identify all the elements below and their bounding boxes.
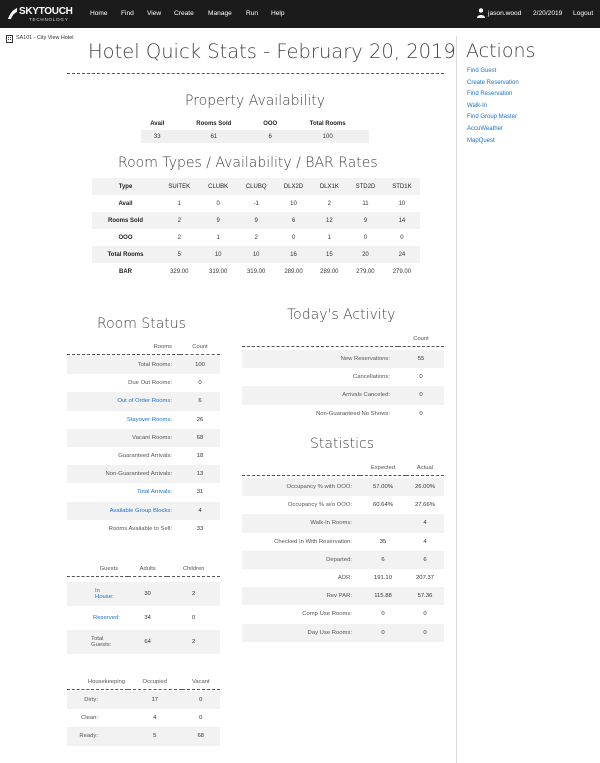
guests-children: 2 bbox=[167, 630, 220, 654]
activity-value: 0 bbox=[398, 386, 444, 404]
table-row bbox=[67, 582, 220, 606]
table-row bbox=[92, 263, 420, 280]
nav-run[interactable]: Run bbox=[246, 10, 259, 17]
rt-cell: 24 bbox=[398, 251, 406, 258]
guests-children: 2 bbox=[167, 582, 220, 606]
nav-find[interactable]: Find bbox=[121, 10, 134, 17]
nav-manage[interactable]: Manage bbox=[208, 10, 232, 17]
title-divider bbox=[67, 73, 444, 74]
pa-header-rooms-sold: Rooms Sold bbox=[196, 120, 232, 127]
stats-expected: 191.10 bbox=[373, 575, 392, 582]
property-availability-title: Property Availability bbox=[185, 93, 325, 109]
stats-label: Comp Use Rooms: bbox=[302, 611, 352, 618]
pa-total-rooms-value: 100 bbox=[322, 133, 333, 140]
nav-home[interactable]: Home bbox=[90, 10, 108, 17]
nav-create[interactable]: Create bbox=[174, 10, 194, 17]
table-row bbox=[67, 447, 220, 465]
rt-header-std1k: STD1K bbox=[392, 183, 412, 190]
rt-cell: 0 bbox=[400, 234, 404, 241]
housekeeping-table bbox=[67, 676, 220, 746]
stats-expected: 57.00% bbox=[360, 478, 406, 496]
action-accuweather[interactable]: AccuWeather bbox=[467, 125, 503, 132]
stats-label: Checked In With Reservation: bbox=[274, 538, 352, 545]
guests-adults: 64 bbox=[128, 630, 167, 654]
hk-occupied: 4 bbox=[153, 715, 157, 722]
logo-subtitle: TECHNOLOGY bbox=[29, 17, 69, 22]
stats-header-actual: Actual bbox=[416, 465, 434, 472]
rt-cell: 1 bbox=[216, 234, 220, 241]
occupied-header: Occupied bbox=[142, 679, 167, 686]
rt-cell: 10 bbox=[252, 251, 260, 258]
rt-row-label: Rooms Sold bbox=[108, 217, 144, 224]
rt-cell: 279.00 bbox=[392, 268, 412, 275]
table-row bbox=[242, 514, 444, 532]
stats-label: Departed: bbox=[242, 551, 360, 569]
rs-value: 13 bbox=[180, 465, 220, 483]
table-row bbox=[92, 212, 420, 229]
rs-label-non-guaranteed-arrivals: Non-Guaranteed Arrivals: bbox=[67, 465, 180, 483]
table-row bbox=[242, 478, 444, 496]
table-row bbox=[242, 551, 444, 569]
activity-value: 55 bbox=[398, 350, 444, 368]
rt-header-suitek: SUITEK bbox=[168, 183, 191, 190]
table-row bbox=[67, 709, 220, 727]
rt-cell: 10 bbox=[398, 200, 406, 207]
rt-cell: 14 bbox=[398, 217, 406, 224]
rt-cell: 319.00 bbox=[208, 268, 228, 275]
rs-link-out-of-order[interactable]: Out of Order Rooms: bbox=[67, 392, 180, 410]
room-status-table bbox=[67, 341, 220, 538]
rt-cell: 10 bbox=[214, 251, 222, 258]
table-row bbox=[67, 429, 220, 447]
rt-header-dlx2d: DLX2D bbox=[283, 183, 304, 190]
user-icon bbox=[477, 8, 485, 18]
rs-value: 31 bbox=[196, 489, 204, 496]
rt-cell: 289.00 bbox=[320, 268, 339, 275]
rs-value: 68 bbox=[180, 429, 220, 447]
hk-vacant: 68 bbox=[182, 727, 221, 745]
rt-row-label: Total Rooms bbox=[107, 251, 144, 258]
adults-header: Adults bbox=[139, 566, 156, 573]
rt-header-std2d: STD2D bbox=[355, 183, 376, 190]
top-navigation-bar bbox=[0, 0, 600, 28]
table-row bbox=[242, 533, 444, 551]
stats-actual: 57.36 bbox=[406, 587, 444, 605]
action-walk-in[interactable]: Walk-In bbox=[467, 102, 488, 109]
table-row bbox=[67, 502, 220, 520]
hk-vacant: 0 bbox=[182, 691, 221, 709]
table-row bbox=[92, 195, 420, 212]
stats-expected: 115.88 bbox=[360, 587, 406, 605]
hk-label-dirty: Dirty: bbox=[67, 691, 128, 709]
rs-value: 4 bbox=[180, 502, 220, 520]
stats-header-expected: Expected bbox=[370, 465, 396, 472]
statistics-table bbox=[242, 462, 444, 642]
rs-value: 18 bbox=[196, 453, 204, 460]
user-name[interactable]: jason.wood bbox=[488, 10, 522, 17]
rt-cell: 5 bbox=[177, 251, 181, 258]
table-row bbox=[67, 520, 220, 538]
property-availability-table bbox=[141, 117, 369, 143]
rs-header-rooms: Rooms bbox=[153, 344, 172, 351]
table-row bbox=[92, 246, 420, 263]
stats-expected: 60.64% bbox=[372, 502, 393, 509]
table-row bbox=[67, 483, 220, 501]
room-types-title: Room Types / Availability / BAR Rates bbox=[118, 155, 378, 171]
rt-cell: 1 bbox=[177, 200, 181, 207]
rt-cell: 0 bbox=[363, 234, 368, 241]
table-row bbox=[242, 405, 444, 423]
stats-expected: 6 bbox=[360, 551, 406, 569]
guests-adults: 30 bbox=[128, 582, 167, 606]
rt-header-type: Type bbox=[118, 183, 133, 190]
rs-label-total-rooms: Total Rooms: bbox=[67, 356, 180, 374]
rs-value: 100 bbox=[180, 356, 220, 374]
table-row bbox=[242, 368, 444, 386]
stats-label: Day Use Rooms: bbox=[242, 624, 360, 642]
rs-value: 33 bbox=[196, 525, 204, 532]
hk-occupied: 17 bbox=[128, 691, 182, 709]
logo-name: SKYTOUCH bbox=[19, 6, 73, 17]
hk-label-ready: Ready: bbox=[67, 727, 128, 745]
rt-header-clubk: CLUBK bbox=[208, 183, 229, 190]
hotel-name[interactable]: SA101 - City View Hotel bbox=[16, 35, 74, 41]
pa-header-total-rooms: Total Rooms bbox=[309, 120, 346, 127]
activity-header-count: Count bbox=[413, 336, 429, 343]
room-status-title: Room Status bbox=[97, 316, 186, 332]
rt-cell: 16 bbox=[290, 251, 297, 258]
guests-header: Guests bbox=[99, 566, 118, 573]
guests-label-total: Total Guests: bbox=[67, 630, 128, 654]
activity-label-cancellations: Cancellations: bbox=[352, 374, 390, 381]
rs-label-guaranteed-arrivals: Guaranteed Arrivals: bbox=[118, 453, 172, 460]
rt-cell: 9 bbox=[254, 217, 258, 224]
rt-cell: 9 bbox=[363, 217, 368, 224]
stats-expected: 35 bbox=[379, 538, 387, 545]
rs-value: 0 bbox=[198, 380, 202, 387]
stats-label: Walk-In Rooms: bbox=[242, 514, 360, 532]
hk-vacant: 0 bbox=[199, 715, 203, 722]
rt-row-label: OOO bbox=[118, 234, 133, 241]
action-find-group-master[interactable]: Find Group Master bbox=[467, 114, 518, 121]
stats-actual: 207.37 bbox=[415, 575, 434, 582]
stats-expected bbox=[360, 514, 406, 532]
table-row bbox=[242, 587, 444, 605]
sidebar-divider bbox=[456, 36, 457, 763]
logo-mark-icon bbox=[7, 7, 18, 21]
table-row bbox=[67, 374, 220, 392]
hk-occupied: 5 bbox=[128, 727, 182, 745]
rt-header-clubq: CLUBQ bbox=[245, 183, 267, 190]
rs-link-stayover[interactable]: Stayover Rooms: bbox=[126, 416, 172, 423]
rs-label-rooms-available: Rooms Available to Sell: bbox=[108, 525, 172, 532]
rs-value: 26 bbox=[196, 416, 204, 423]
rt-cell: 0 bbox=[216, 200, 220, 207]
action-create-reservation[interactable]: Create Reservation bbox=[467, 79, 519, 86]
rt-cell: 289.00 bbox=[284, 268, 303, 275]
rs-header-count: Count bbox=[192, 344, 208, 351]
rt-cell: 2 bbox=[254, 234, 258, 241]
rt-cell: 9 bbox=[216, 217, 220, 224]
skytouch-logo[interactable] bbox=[7, 5, 75, 23]
rt-row-label: BAR bbox=[119, 268, 132, 275]
rs-value: 6 bbox=[180, 392, 220, 410]
guests-link-reserved[interactable]: Reserved: bbox=[93, 615, 120, 621]
activity-label-no-shows: Non-Guaranteed No Shows: bbox=[315, 410, 390, 417]
rt-cell: -1 bbox=[253, 200, 259, 207]
guests-adults: 34 bbox=[144, 615, 151, 621]
stats-actual: 4 bbox=[406, 514, 444, 532]
table-row bbox=[67, 630, 220, 654]
pa-header-avail: Avail bbox=[150, 120, 165, 127]
activity-label-arrivals-canceled: Arrivals Canceled: bbox=[242, 386, 398, 404]
hotel-building-icon bbox=[6, 35, 13, 43]
table-row bbox=[67, 606, 220, 630]
stats-expected: 0 bbox=[381, 611, 385, 618]
stats-expected: 0 bbox=[360, 624, 406, 642]
nav-help[interactable]: Help bbox=[271, 10, 285, 17]
table-row bbox=[242, 386, 444, 404]
action-find-guest[interactable]: Find Guest bbox=[467, 68, 497, 74]
stats-label: Occupancy % with OOO: bbox=[242, 478, 360, 496]
rt-header-dlx1k: DLX1K bbox=[319, 183, 339, 190]
hk-label-clean: Clean: bbox=[80, 715, 98, 722]
stats-actual: 0 bbox=[423, 611, 427, 618]
current-date: 2/20/2019 bbox=[533, 10, 563, 17]
activity-value: 0 bbox=[419, 410, 423, 417]
table-row bbox=[67, 392, 220, 410]
stats-actual: 26.00% bbox=[406, 478, 444, 496]
stats-label: Rev PAR: bbox=[242, 587, 360, 605]
table-row bbox=[92, 229, 420, 246]
todays-activity-table bbox=[242, 333, 444, 423]
table-row bbox=[242, 605, 444, 623]
stats-label: Occupancy % w/o OOO: bbox=[287, 502, 352, 509]
action-find-reservation[interactable]: Find Reservation bbox=[467, 91, 513, 98]
rt-cell: 15 bbox=[325, 251, 333, 258]
children-header: Children bbox=[182, 566, 205, 573]
actions-list bbox=[467, 66, 519, 147]
rt-cell: 1 bbox=[327, 234, 331, 241]
table-row bbox=[67, 465, 220, 483]
rt-cell: 319.00 bbox=[246, 268, 266, 275]
rs-label-due-out: Due Out Rooms: bbox=[128, 380, 172, 387]
nav-view[interactable]: View bbox=[147, 10, 162, 17]
rt-row-label: Avail bbox=[118, 200, 133, 207]
guests-link-in-house[interactable]: In House: bbox=[67, 582, 128, 606]
stats-actual: 27.66% bbox=[414, 502, 435, 509]
activity-label-new-reservations: New Reservations: bbox=[242, 350, 398, 368]
table-row bbox=[141, 130, 369, 143]
rt-cell: 2 bbox=[177, 234, 181, 241]
rt-cell: 10 bbox=[290, 200, 297, 207]
table-row bbox=[242, 350, 444, 368]
rt-cell: 279.00 bbox=[356, 268, 375, 275]
stats-actual: 4 bbox=[423, 538, 427, 545]
table-row bbox=[242, 569, 444, 587]
action-mapquest[interactable]: MapQuest bbox=[467, 137, 495, 144]
table-row bbox=[67, 411, 220, 429]
stats-actual: 6 bbox=[406, 551, 444, 569]
page-title: Hotel Quick Stats - February 20, 2019 bbox=[88, 40, 456, 63]
pa-ooo-value: 6 bbox=[268, 133, 272, 140]
activity-value: 0 bbox=[419, 374, 423, 381]
rt-cell: 2 bbox=[327, 200, 331, 207]
rt-cell: 2 bbox=[177, 217, 181, 224]
pa-rooms-sold-value: 61 bbox=[210, 133, 218, 140]
table-row bbox=[242, 496, 444, 514]
guests-children: 0 bbox=[192, 615, 196, 621]
stats-actual: 0 bbox=[406, 624, 444, 642]
stats-label: ADR: bbox=[337, 575, 352, 582]
statistics-title: Statistics bbox=[310, 436, 374, 452]
rs-link-available-group-blocks[interactable]: Available Group Blocks: bbox=[67, 502, 180, 520]
pa-avail-value: 33 bbox=[153, 133, 161, 140]
housekeeping-header: Housekeeping bbox=[87, 679, 125, 686]
actions-title: Actions bbox=[466, 40, 536, 62]
rt-cell: 11 bbox=[362, 200, 369, 207]
rt-cell: 12 bbox=[325, 217, 333, 224]
guests-table bbox=[67, 563, 220, 654]
table-row bbox=[67, 356, 220, 374]
rt-cell: 6 bbox=[291, 217, 296, 224]
pa-header-ooo: OOO bbox=[263, 120, 278, 127]
logout-link[interactable]: Logout bbox=[573, 10, 594, 17]
room-types-table bbox=[92, 178, 420, 280]
todays-activity-title: Today's Activity bbox=[287, 307, 396, 323]
rt-cell: 329.00 bbox=[170, 268, 189, 275]
vacant-header: Vacant bbox=[191, 679, 210, 686]
rt-cell: 20 bbox=[362, 251, 369, 258]
table-row bbox=[242, 624, 444, 642]
table-row bbox=[67, 691, 220, 709]
rs-link-total-arrivals[interactable]: Total Arrivals: bbox=[136, 489, 172, 496]
table-row bbox=[67, 727, 220, 745]
rs-label-vacant: Vacant Rooms: bbox=[67, 429, 180, 447]
rt-cell: 0 bbox=[291, 234, 296, 241]
